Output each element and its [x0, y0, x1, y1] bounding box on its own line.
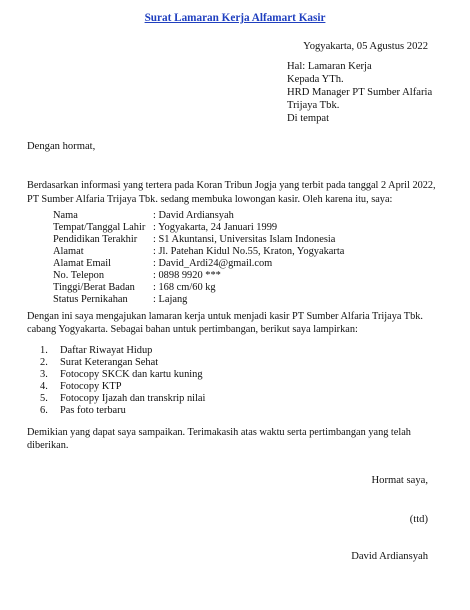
list-number: 4. — [40, 381, 48, 392]
list-text: Pas foto terbaru — [60, 405, 126, 416]
detail-value: : David Ardiansyah — [153, 210, 234, 221]
list-text: Fotocopy Ijazah dan transkrip nilai — [60, 393, 206, 404]
detail-value: : S1 Akuntansi, Universitas Islam Indonesia — [153, 234, 336, 245]
list-item — [40, 393, 205, 405]
recipient-line-3: Di tempat — [287, 113, 330, 124]
list-number: 3. — [40, 369, 48, 380]
list-number: 2. — [40, 357, 48, 368]
detail-value: : Lajang — [153, 294, 188, 305]
list-item — [40, 345, 152, 357]
detail-row — [53, 210, 433, 222]
list-number: 5. — [40, 393, 48, 404]
detail-label: Pendidikan Terakhir — [53, 234, 138, 245]
intro-line-2: PT Sumber Alfaria Trijaya Tbk. sedang membuka lowongan kasir. Oleh karena itu, saya: — [27, 194, 393, 205]
list-text: Surat Keterangan Sehat — [60, 357, 159, 368]
list-item — [40, 357, 158, 369]
detail-row — [53, 282, 433, 294]
list-number: 6. — [40, 405, 48, 416]
intro-line-1: Berdasarkan informasi yang tertera pada Koran Tribun Jogja yang terbit pada tanggal 2 April 2022, — [27, 180, 436, 191]
detail-label: Tinggi/Berat Badan — [53, 282, 135, 293]
detail-row — [53, 258, 433, 270]
detail-value: : Jl. Patehan Kidul No.55, Kraton, Yogyakarta — [153, 246, 345, 257]
recipient-kepada: Kepada YTh. — [287, 74, 344, 85]
apply-line-2: cabang Yogyakarta. Sebagai bahan untuk pertimbangan, berikut saya lampirkan: — [27, 324, 358, 335]
list-item — [40, 381, 121, 393]
detail-row — [53, 234, 433, 246]
recipient-line-1: HRD Manager PT Sumber Alfaria — [287, 87, 433, 98]
detail-row — [53, 270, 433, 282]
list-number: 1. — [40, 345, 48, 356]
detail-value: : 0898 9920 *** — [153, 270, 221, 281]
detail-label: No. Telepon — [53, 270, 105, 281]
regards: Hormat saya, — [371, 475, 428, 486]
detail-label: Status Pernikahan — [53, 294, 128, 305]
list-text: Fotocopy SKCK dan kartu kuning — [60, 369, 203, 380]
list-text: Daftar Riwayat Hidup — [60, 345, 153, 356]
recipient-line-2: Trijaya Tbk. — [287, 100, 340, 111]
detail-label: Alamat Email — [53, 258, 111, 269]
closing-line-1: Demikian yang dapat saya sampaikan. Terimakasih atas waktu serta pertimbangan yang telah — [27, 427, 411, 438]
date-line: Yogyakarta, 05 Agustus 2022 — [303, 41, 428, 52]
signature-placeholder: (ttd) — [409, 514, 428, 525]
signer-name: David Ardiansyah — [351, 551, 428, 562]
closing-line-2: diberikan. — [27, 440, 69, 451]
detail-value: : Yogyakarta, 24 Januari 1999 — [153, 222, 278, 233]
detail-row — [53, 246, 433, 258]
apply-line-1: Dengan ini saya mengajukan lamaran kerja untuk menjadi kasir PT Sumber Alfaria Trijaya Tbk. — [27, 311, 423, 322]
list-item — [40, 405, 126, 417]
detail-label: Nama — [53, 210, 78, 221]
detail-value: : David_Ardi24@gmail.com — [153, 258, 273, 269]
detail-row — [53, 222, 433, 234]
list-text: Fotocopy KTP — [60, 381, 122, 392]
detail-label: Alamat — [53, 246, 84, 257]
detail-value: : 168 cm/60 kg — [153, 282, 216, 293]
subject-line: Hal: Lamaran Kerja — [287, 61, 372, 72]
greeting: Dengan hormat, — [27, 141, 96, 152]
letter-title: Surat Lamaran Kerja Alfamart Kasir — [144, 12, 326, 24]
list-item — [40, 369, 203, 381]
detail-label: Tempat/Tanggal Lahir — [53, 222, 146, 233]
detail-row — [53, 294, 433, 306]
